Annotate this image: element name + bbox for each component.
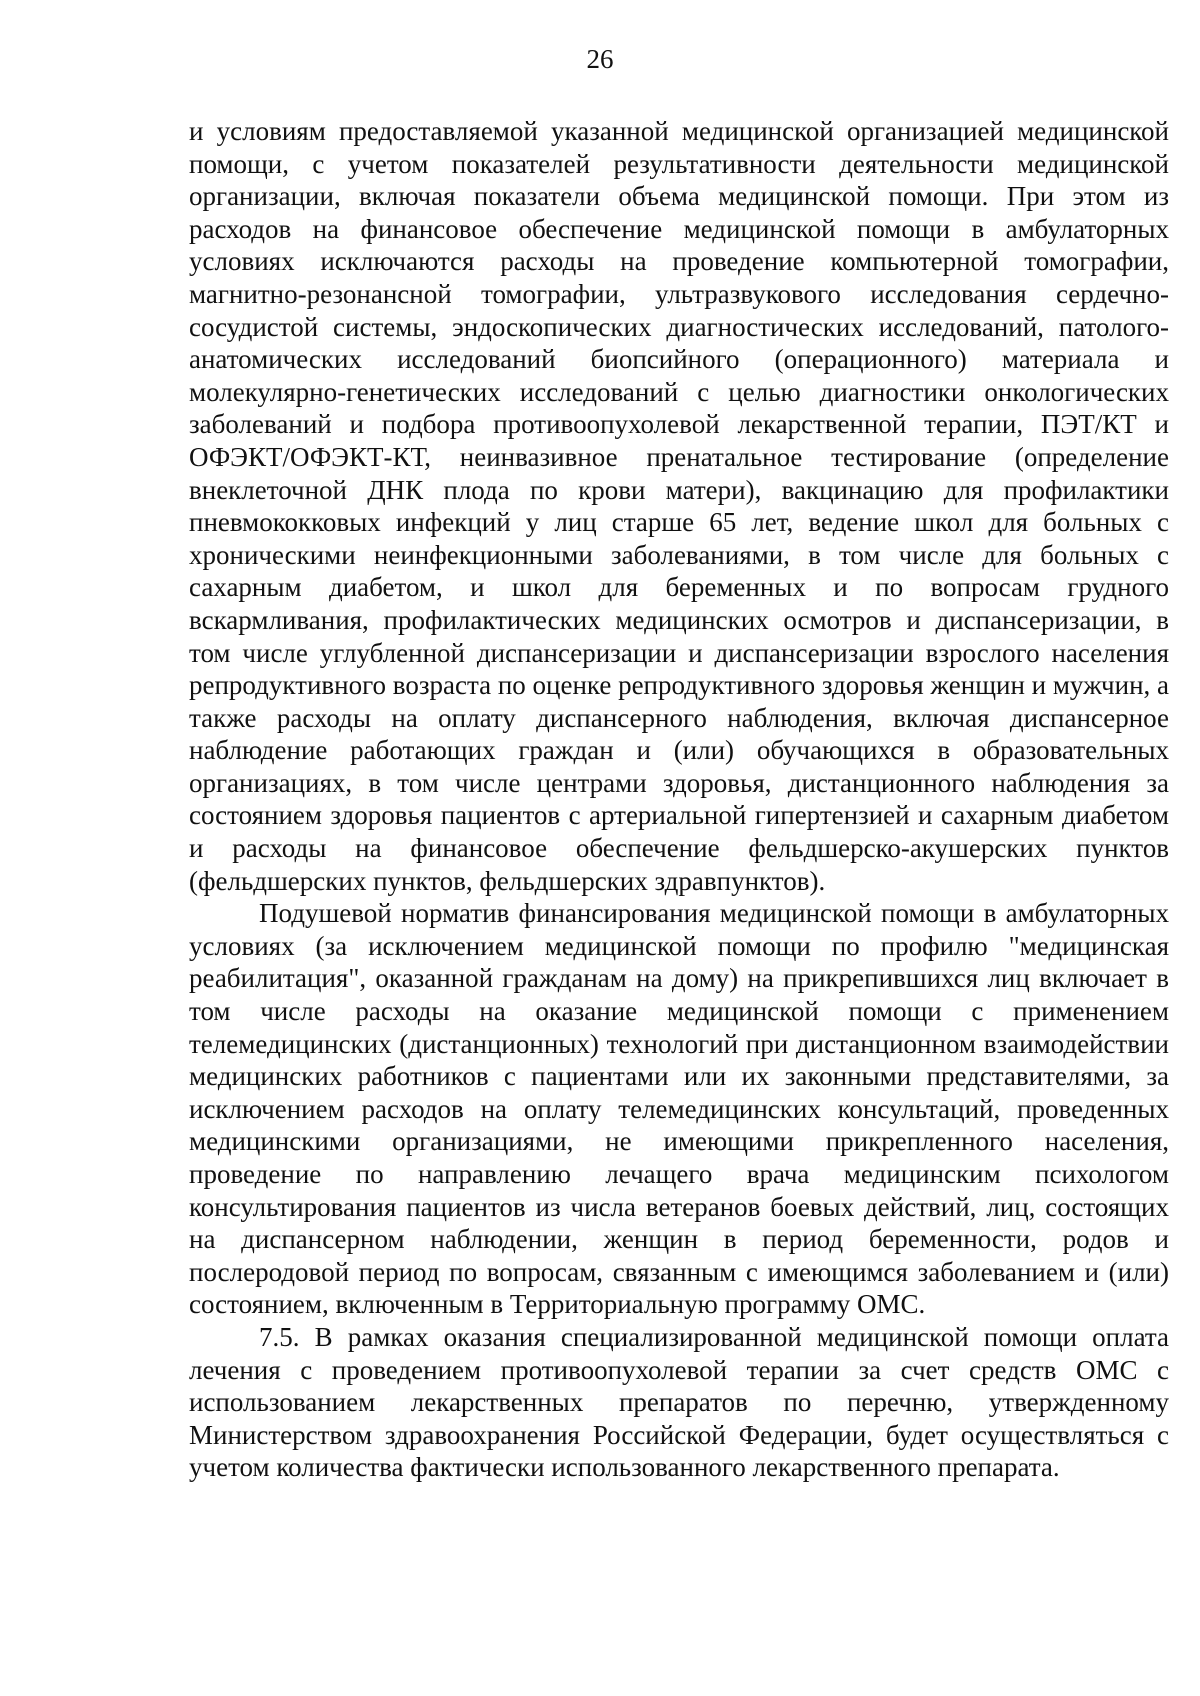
paragraph-continued: и условиям предоставляемой указанной медицинской организацией медицинской помощи, с учетом показателей результативности деятельности медицинской организации, включая показатели объема медицинской помощи. При этом из расходов на финансовое обеспечение медицинской помощи в амбулаторных условиях исключаются расходы на проведение компьютерной томографии, магнитно-резонансной томографии, ультразвукового исследования сердечно-сосудистой системы, эндоскопических диагностических исследований, патолого-анатомических исследований биопсийного (операционного) материала и молекулярно-генетических исследований с целью диагностики онкологических заболеваний и подбора противоопухолевой лекарственной терапии, ПЭТ/КТ и ОФЭКТ/ОФЭКТ-КТ, неинвазивное пренатальное тестирование (определение внеклеточной ДНК плода по крови матери), вакцинацию для профилактики пневмококковых инфекций у лиц старше 65 лет, ведение школ для больных с хроническими неинфекционными заболеваниями, в том числе для больных с сахарным диабетом, и школ для беременных и по вопросам грудного вскармливания, профилактических медицинских осмотров и диспансеризации, в том числе углубленной диспансеризации и диспансеризации взрослого населения репродуктивного возраста по оценке репродуктивного здоровья женщин и мужчин, а также расходы на оплату диспансерного наблюдения, включая диспансерное наблюдение работающих граждан и (или) обучающихся в образовательных организациях, в том числе центрами здоровья, дистанционного наблюдения за состоянием здоровья пациентов с артериальной гипертензией и сахарным диабетом и расходы на финансовое обеспечение фельдшерско-акушерских пунктов (фельдшерских пунктов, фельдшерских здравпунктов). bbox=[189, 116, 1170, 896]
document-body bbox=[189, 115, 1169, 1484]
paragraph-section-7-5: 7.5. В рамках оказания специализированной медицинской помощи оплата лечения с проведением противоопухолевой терапии за счет средств ОМС с использованием лекарственных препаратов по перечню, утвержденному Министерством здравоохранения Российской Федерации, будет осуществляться с учетом количества фактически использованного лекарственного препарата. bbox=[189, 1321, 1169, 1483]
paragraph-per-capita-norm: Подушевой норматив финансирования медицинской помощи в амбулаторных условиях (за исключением медицинской помощи по профилю "медицинская реабилитация", оказанной гражданам на дому) на прикрепившихся лиц включает в том числе расходы на оказание медицинской помощи с применением телемедицинских (дистанционных) технологий при дистанционном взаимодействии медицинских работников с пациентами или их законными представителями, за исключением расходов на оплату телемедицинских консультаций, проведенных медицинскими организациями, не имеющими прикрепленного населения, проведение по направлению лечащего врача медицинским психологом консультирования пациентов из числа ветеранов боевых действий, лиц, состоящих на диспансерном наблюдении, женщин в период беременности, родов и послеродовой период по вопросам, связанным с имеющимся заболеванием и (или) состоянием, включенным в Территориальную программу ОМС. bbox=[189, 898, 1169, 1320]
page-number: 26 bbox=[586, 44, 614, 74]
